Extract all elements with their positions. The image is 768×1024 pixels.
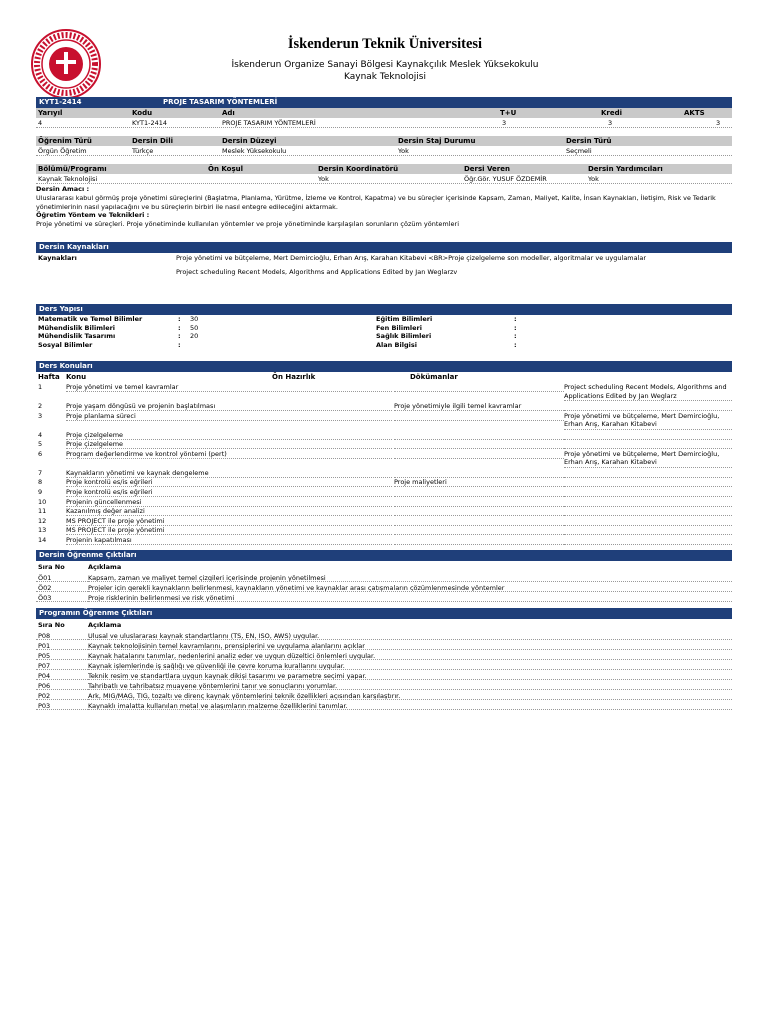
header-sira-no: Sıra No [38, 620, 65, 629]
row-number: P07 [36, 661, 88, 670]
label-duzey: Dersin Düzeyi [222, 137, 277, 145]
yapi-right-label: Sağlık Bilimleri [376, 332, 432, 340]
page-header [0, 0, 768, 96]
label-akts: AKTS [684, 109, 705, 117]
row-description: Ulusal ve uluslararası kaynak standartlarını (TS, EN, ISO, AWS) uygular. [88, 631, 732, 640]
document-cell [564, 488, 732, 497]
row-description: Tahribatlı ve tahribatsız muayene yöntemlerini tanır ve sonuçlarını yorumlar. [88, 681, 732, 690]
topic-cell: Projenin güncellenmesi [66, 498, 392, 507]
row-number: P05 [36, 651, 88, 660]
course-title: PROJE TASARIM YÖNTEMLERİ [163, 98, 278, 106]
table-row [36, 431, 732, 441]
document-cell [564, 517, 732, 526]
preparation-cell [394, 412, 564, 421]
topic-cell: MS PROJECT ile proje yönetimi [66, 517, 392, 526]
course-content [36, 97, 732, 711]
label-kodu: Kodu [132, 109, 153, 117]
week-number: 8 [38, 478, 43, 487]
info-header-2 [36, 136, 732, 146]
amac-label: Dersin Amacı : [36, 185, 90, 193]
value-duzey: Meslek Yüksekokulu [222, 147, 287, 155]
yontem-text: Proje yönetimi ve süreçleri. Proje yönetiminde kullanılan yöntemler ve proje yönetiminde karşılaşılan sorunların çözüm yöntemleri [36, 220, 460, 228]
week-number: 9 [38, 487, 43, 496]
label-ogrenim: Öğrenim Türü [38, 137, 92, 145]
table-row [36, 583, 732, 593]
table-row [36, 440, 732, 450]
week-number: 6 [38, 449, 43, 458]
yapi-left-label: Sosyal Bilimler [38, 340, 93, 349]
yontem-label: Öğretim Yöntem ve Teknikleri : [36, 211, 150, 219]
row-number: P04 [36, 671, 88, 680]
school-name: İskenderun Organize Sanayi Bölgesi Kaynakçılık Meslek Yüksekokulu [231, 60, 539, 70]
preparation-cell [394, 488, 564, 497]
info-header-3 [36, 164, 732, 174]
week-number: 3 [38, 411, 43, 420]
value-koordinator: Yok [318, 175, 329, 183]
preparation-cell [394, 469, 564, 478]
yapi-right-label: Fen Bilimleri [376, 323, 422, 332]
week-number: 14 [38, 535, 47, 544]
value-kodu: KYT1-2414 [132, 119, 167, 127]
table-row [36, 641, 732, 651]
kaynaklar-band: Dersin Kaynakları [36, 242, 732, 253]
table-row [36, 507, 732, 517]
table-row [36, 651, 732, 661]
row-description: Ark, MIG/MAG, TIG, tozaltı ve direnç kaynak yöntemlerini teknik özellikleri açısından karşılaştırır. [88, 691, 732, 700]
table-row [36, 517, 732, 527]
preparation-cell: Proje yönetimiyle ilgili temel kavramlar [394, 402, 564, 411]
value-yardimci: Yok [588, 175, 599, 183]
table-row [36, 402, 732, 412]
value-tur: Seçmeli [566, 147, 592, 155]
preparation-cell [394, 450, 564, 459]
table-row [36, 681, 732, 691]
program-table [36, 631, 732, 711]
preparation-cell [394, 440, 564, 449]
topic-cell: Proje planlama süreci [66, 412, 392, 421]
table-row [36, 478, 732, 488]
table-row [36, 661, 732, 671]
university-title: İskenderun Teknik Üniversitesi [287, 36, 483, 52]
program-name: Kaynak Teknolojisi [343, 72, 426, 82]
header-konu: Konu [66, 373, 87, 381]
label-yariyil: Yarıyıl [38, 109, 63, 117]
value-akts: 3 [716, 119, 721, 127]
yapi-left-label: Mühendislik Tasarımı [38, 332, 116, 340]
week-number: 7 [38, 468, 43, 477]
table-row [36, 691, 732, 701]
value-staj: Yok [398, 147, 409, 155]
yapi-band: Ders Yapısı [36, 304, 732, 315]
preparation-cell [394, 507, 564, 516]
yapi-left-value: 50 [190, 323, 199, 332]
table-row [36, 498, 732, 508]
value-ogrenim: Örgün Öğretim [38, 147, 87, 155]
document-cell: Proje yönetimi ve bütçeleme, Mert Demircioğlu, Erhan Arış, Karahan Kitabevi [564, 412, 732, 430]
ogrenme-header [36, 561, 732, 573]
table-row [36, 450, 732, 469]
yapi-right-label: Eğitim Bilimleri [376, 315, 433, 323]
header-aciklama: Açıklama [88, 620, 122, 629]
row-number: P06 [36, 681, 88, 690]
document-cell [564, 478, 732, 487]
table-row [36, 631, 732, 641]
header-sira-no: Sıra No [38, 562, 65, 571]
table-row [36, 412, 732, 431]
value-dil: Türkçe [132, 147, 154, 155]
week-number: 2 [38, 402, 43, 410]
row-number: Ö02 [36, 583, 88, 592]
amac-text: Uluslararası kabul görmüş proje yönetimi süreçlerini (Başlatma, Planlama, Yürütme, İzleme ve Kontrol, Kapatma) ve bu süreçler içerisinde Kapsam, Zaman, Maliyet, Kalite, İnsan Kaynakları, İletişim, Risk ve Tedarik yönetimlerinin nasıl yapılacağını ve bu süreçlerin birbiri ile nasıl entegre edileceğini aktarmak. [36, 194, 716, 211]
topic-cell: Program değerlendirme ve kontrol yöntemi (pert) [66, 450, 392, 459]
kaynaklar-label: Kaynakları [38, 254, 77, 262]
yapi-colon: : [178, 332, 181, 340]
header-on-hazirlik: Ön Hazırlık [272, 373, 316, 381]
row-number: P03 [36, 701, 88, 710]
row-description: Kaynak hatalarını tanımlar, nedenlerini analiz eder ve uygun düzeltici önlemleri uygular. [88, 651, 732, 660]
value-bolum: Kaynak Teknolojisi [38, 175, 98, 183]
document-cell: Proje yönetimi ve bütçeleme, Mert Demircioğlu, Erhan Arış, Karahan Kitabevi [564, 450, 732, 468]
row-description: Kaynaklı imalatta kullanılan metal ve alaşımların malzeme özelliklerini tanımlar. [88, 701, 732, 710]
preparation-cell [394, 383, 564, 392]
document-cell [564, 402, 732, 411]
yapi-left-value: 30 [190, 315, 199, 323]
value-tu: 3 [502, 119, 507, 127]
row-number: Ö03 [36, 593, 88, 602]
week-number: 11 [38, 507, 47, 516]
topic-cell: Proje çizelgeleme [66, 431, 392, 440]
yapi-colon: : [178, 340, 181, 349]
table-row [36, 536, 732, 546]
document-cell [564, 526, 732, 535]
topic-cell: Kaynakların yönetimi ve kaynak dengeleme [66, 469, 392, 478]
value-dersi-veren: Öğr.Gör. YUSUF ÖZDEMİR [464, 175, 547, 183]
week-number: 1 [38, 383, 43, 391]
preparation-cell: Proje maliyetleri [394, 478, 564, 487]
info-row-3 [36, 174, 732, 184]
topic-cell: MS PROJECT ile proje yönetimi [66, 526, 392, 535]
program-header [36, 619, 732, 631]
ogrenme-band: Dersin Öğrenme Çıktıları [36, 550, 732, 561]
preparation-cell [394, 517, 564, 526]
course-code: KYT1-2414 [39, 98, 82, 106]
document-cell [564, 507, 732, 516]
header-dokumanlar: Dökümanlar [410, 373, 458, 381]
topic-cell: Kazanılmış değer analizi [66, 507, 392, 516]
yapi-left-value: 20 [190, 332, 199, 340]
row-number: P02 [36, 691, 88, 700]
course-band [36, 97, 732, 108]
yapi-right-label: Alan Bilgisi [376, 340, 417, 349]
label-kredi: Kredi [601, 109, 623, 117]
label-tu: T+U [500, 109, 517, 117]
yapi-colon: : [514, 323, 517, 332]
value-adi: PROJE TASARIM YÖNTEMLERİ [222, 119, 316, 127]
yapi-left-label: Mühendislik Bilimleri [38, 323, 116, 332]
table-row [36, 701, 732, 711]
week-number: 12 [38, 516, 47, 525]
konular-band: Ders Konuları [36, 361, 732, 372]
yapi-row [36, 332, 732, 341]
kaynak-line-1: Proje yönetimi ve bütçeleme, Mert Demircioğlu, Erhan Arış, Karahan Kitabevi <BR>Proje çizelgeleme son modeller, algoritmalar ve uygulamalar [176, 254, 647, 262]
topic-cell: Proje çizelgeleme [66, 440, 392, 449]
topic-cell: Proje kontrolü es/is eğrileri [66, 488, 392, 497]
yapi-colon: : [178, 323, 181, 332]
label-koordinator: Dersin Koordinatörü [318, 165, 399, 173]
header-hafta: Hafta [38, 373, 60, 381]
row-description: Teknik resim ve standartlara uygun kaynak dikişi tasarımı ve parametre seçimi yapar. [88, 671, 732, 680]
table-row [36, 488, 732, 498]
week-number: 13 [38, 526, 47, 535]
value-kredi: 3 [608, 119, 613, 127]
row-description: Kapsam, zaman ve maliyet temel çizgileri içerisinde projenin yönetilmesi [88, 573, 732, 582]
program-band: Programın Öğrenme Çıktıları [36, 608, 732, 619]
university-logo-icon [30, 28, 102, 100]
label-tur: Dersin Türü [566, 137, 612, 145]
label-adi: Adı [222, 109, 235, 117]
yapi-table [36, 315, 732, 349]
yapi-row [36, 324, 732, 333]
document-cell: Project scheduling Recent Models, Algorithms and Applications Edited by Jan Weglarz [564, 383, 732, 401]
table-row [36, 593, 732, 603]
yapi-row [36, 341, 732, 350]
row-number: P01 [36, 641, 88, 650]
week-number: 4 [38, 430, 43, 439]
table-row [36, 671, 732, 681]
document-cell [564, 431, 732, 440]
document-cell [564, 536, 732, 545]
document-cell [564, 469, 732, 478]
yapi-colon: : [514, 340, 517, 349]
table-row [36, 526, 732, 536]
topic-cell: Proje yaşam döngüsü ve projenin başlatılması [66, 402, 392, 411]
table-row [36, 573, 732, 583]
document-cell [564, 498, 732, 507]
label-bolum: Bölümü/Programı [38, 165, 107, 173]
yapi-colon: : [178, 315, 181, 323]
row-number: Ö01 [36, 573, 88, 582]
konular-table [36, 383, 732, 546]
label-staj: Dersin Staj Durumu [398, 137, 476, 145]
yapi-colon: : [514, 332, 517, 340]
kaynak-line-2: Project scheduling Recent Models, Algorithms and Applications Edited by Jan Weglarzv [176, 268, 458, 276]
row-description: Projeler için gerekli kaynakların belirlenmesi, kaynakların yönetimi ve kaynaklar arası çatışmaların çözümlenmesinde yöntemler [88, 583, 732, 592]
preparation-cell [394, 431, 564, 440]
value-yariyil: 4 [38, 119, 43, 127]
topic-cell: Proje yönetimi ve temel kavramlar [66, 383, 392, 392]
label-dil: Dersin Dili [132, 137, 174, 145]
document-cell [564, 440, 732, 449]
info-row-1 [36, 118, 732, 128]
preparation-cell [394, 498, 564, 507]
row-number: P08 [36, 631, 88, 640]
konular-header [36, 372, 732, 383]
info-row-2 [36, 146, 732, 156]
label-yardimci: Dersin Yardımcıları [588, 165, 663, 173]
info-header-1 [36, 108, 732, 118]
week-number: 10 [38, 497, 47, 506]
table-row [36, 383, 732, 402]
ogrenme-table [36, 573, 732, 603]
label-onkosul: Ön Koşul [208, 165, 244, 173]
row-description: Proje risklerinin belirlenmesi ve risk yönetimi [88, 593, 732, 602]
row-description: Kaynak işlemlerinde iş sağlığı ve güvenliği ile çevre koruma kurallarını uygular. [88, 661, 732, 670]
yapi-row [36, 315, 732, 324]
week-number: 5 [38, 440, 43, 449]
label-dersi-veren: Dersi Veren [464, 165, 510, 173]
header-aciklama: Açıklama [88, 562, 122, 571]
kaynaklar-row [36, 253, 732, 276]
row-description: Kaynak teknolojisinin temel kavramlarını, prensiplerini ve uygulama alanlarını açıklar [88, 641, 732, 650]
topic-cell: Proje kontrolü es/is eğrileri [66, 478, 392, 487]
preparation-cell [394, 536, 564, 545]
yapi-colon: : [514, 315, 517, 323]
topic-cell: Projenin kapatılması [66, 536, 392, 545]
preparation-cell [394, 526, 564, 535]
table-row [36, 469, 732, 479]
yapi-left-label: Matematik ve Temel Bilimler [38, 315, 143, 323]
